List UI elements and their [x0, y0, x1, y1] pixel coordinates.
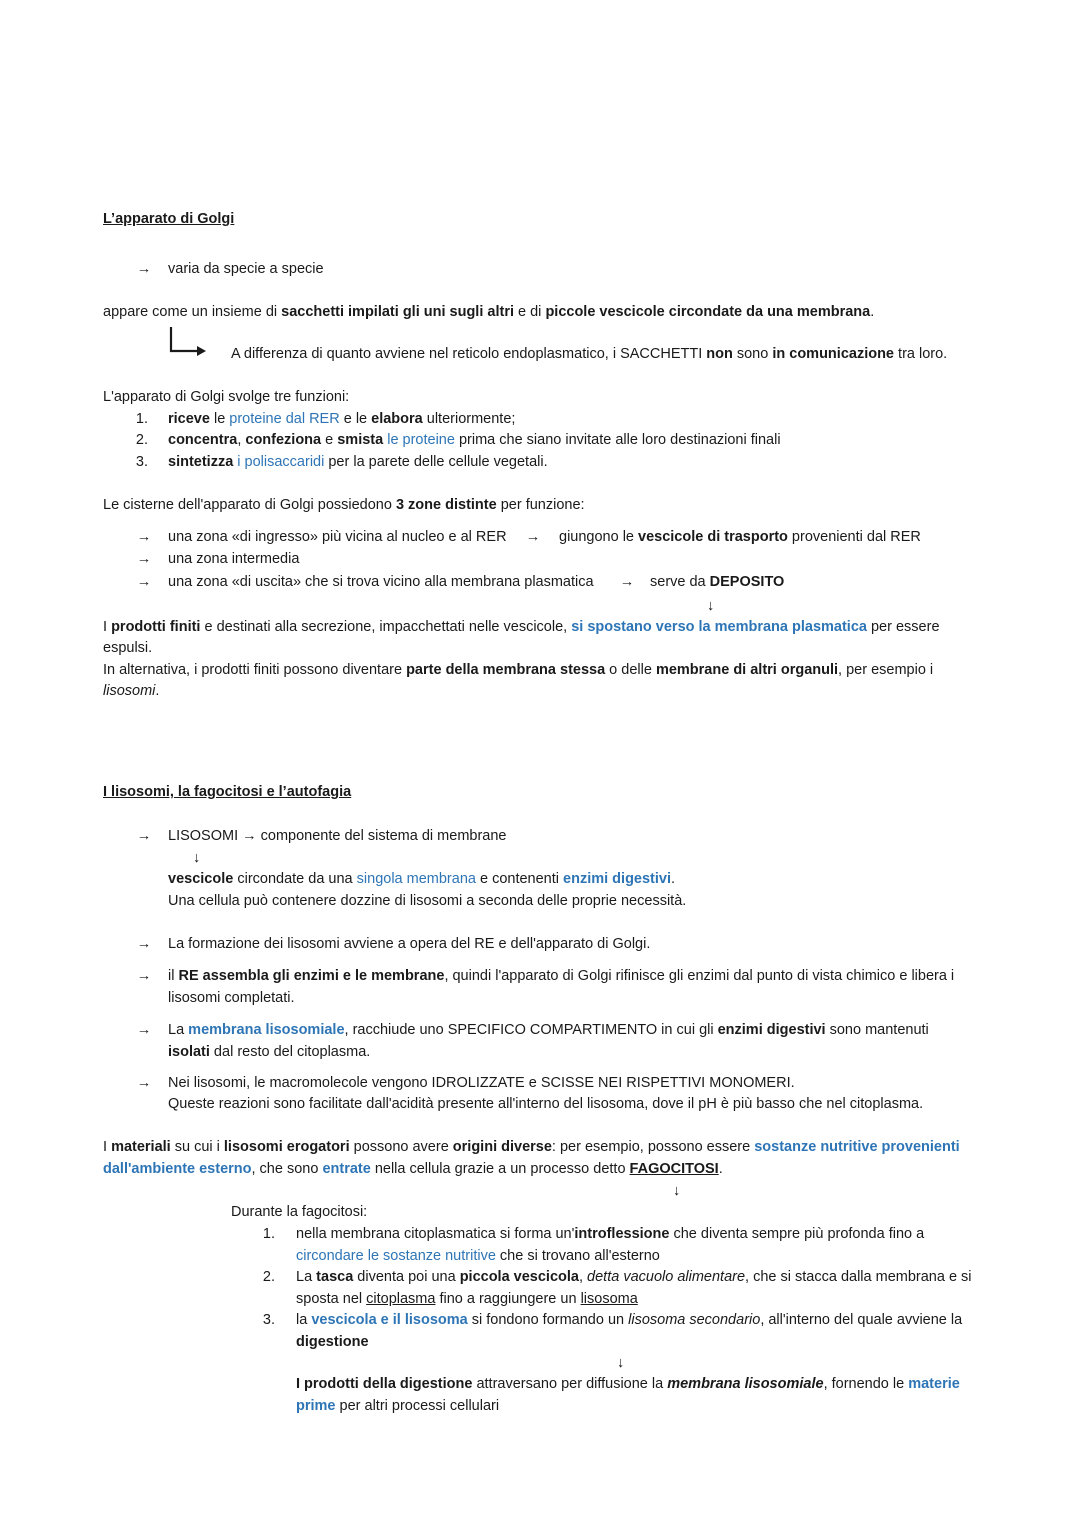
golgi-zone-intermediate: una zona intermedia: [168, 551, 300, 567]
list-number: 3.: [262, 1312, 275, 1328]
lysosomes-head: LISOSOMI → componente del sistema di membrane: [168, 828, 507, 844]
arrow-icon: →: [136, 261, 152, 277]
golgi-function-3: sintetizza i polisaccaridi per la parete delle cellule vegetali.: [168, 454, 548, 470]
arrow-icon: →: [136, 828, 152, 844]
arrow-icon: →: [136, 936, 152, 952]
list-number: 2.: [135, 432, 148, 448]
arrow-icon: →: [525, 529, 541, 545]
golgi-difference: A differenza di quanto avviene nel reticolo endoplasmatico, i SACCHETTI non sono in comunicazione tra loro.: [231, 346, 948, 362]
lysosomes-formation: La formazione dei lisosomi avviene a opera del RE e dell'apparato di Golgi.: [168, 936, 651, 952]
lysosomes-assembly: il RE assembla gli enzimi e le membrane, quindi l'apparato di Golgi rifinisce gli enzimi dal punto di vista chimico e libera i lisosomi completati.: [168, 968, 955, 1006]
down-arrow-icon: ↓: [707, 598, 715, 614]
arrow-icon: →: [136, 1022, 152, 1038]
lysosomes-vesicles: vescicole circondate da una singola membrana e contenenti enzimi digestivi.: [168, 871, 676, 887]
down-arrow-icon: ↓: [193, 850, 201, 866]
golgi-alternative: In alternativa, i prodotti finiti possono diventare parte della membrana stessa o delle membrane di altri organuli, per esempio i lisosomi.: [103, 662, 934, 699]
lysosomes-membrane: La membrana lisosomiale, racchiude uno SPECIFICO COMPARTIMENTO in cui gli enzimi digestivi sono mantenuti isolati dal resto del citoplasma.: [168, 1022, 929, 1060]
arrow-icon: →: [619, 574, 635, 590]
golgi-zone-exit-result: serve da DEPOSITO: [650, 574, 785, 590]
list-number: 3.: [135, 454, 148, 470]
golgi-function-2: concentra, confeziona e smista le proteine prima che siano invitate alle loro destinazioni finali: [168, 432, 781, 448]
golgi-functions-intro: L'apparato di Golgi svolge tre funzioni:: [103, 389, 350, 405]
phagocytosis-intro: Durante la fagocitosi:: [231, 1204, 368, 1220]
golgi-appears: appare come un insieme di sacchetti impilati gli uni sugli altri e di piccole vescicole circondate da una membrana.: [103, 304, 875, 320]
down-arrow-icon: ↓: [673, 1183, 681, 1199]
golgi-products: I prodotti finiti e destinati alla secrezione, impacchettati nelle vescicole, si spostano verso la membrana plasmatica per essere espulsi.: [103, 619, 940, 656]
digestion-products: I prodotti della digestione attraversano per diffusione la membrana lisosomiale, fornendo le materie prime per altri processi cellulari: [296, 1376, 960, 1414]
down-arrow-icon: ↓: [617, 1355, 625, 1371]
list-number: 1.: [135, 411, 148, 427]
phagocytosis-step-2: La tasca diventa poi una piccola vescicola, detta vacuolo alimentare, che si stacca dalla membrana e si sposta nel citoplasma fino a raggiungere un lisosoma: [296, 1269, 972, 1307]
list-number: 2.: [262, 1269, 275, 1285]
arrow-icon: →: [136, 551, 152, 567]
list-number: 1.: [262, 1226, 275, 1242]
golgi-zone-entry-result: giungono le vescicole di trasporto provenienti dal RER: [559, 529, 921, 545]
phagocytosis-step-3: la vescicola e il lisosoma si fondono formando un lisosoma secondario, all'interno del quale avviene la digestione: [296, 1312, 963, 1350]
arrow-icon: →: [136, 529, 152, 545]
golgi-varies: varia da specie a specie: [168, 261, 324, 277]
golgi-zone-exit: una zona «di uscita» che si trova vicino alla membrana plasmatica: [168, 574, 594, 590]
lysosomes-title: I lisosomi, la fagocitosi e l’autofagia: [103, 784, 352, 800]
golgi-function-1: riceve le proteine dal RER e le elabora ulteriormente;: [168, 411, 516, 427]
arrow-icon: →: [136, 968, 152, 984]
lysosomes-hydrolysis: Nei lisosomi, le macromolecole vengono IDROLIZZATE e SCISSE NEI RISPETTIVI MONOMERI.: [168, 1075, 795, 1091]
arrow-icon: →: [136, 1075, 152, 1091]
lysosomes-acidity: Queste reazioni sono facilitate dall'acidità presente all'interno del lisosoma, dove il pH è più basso che nel citoplasma.: [168, 1096, 924, 1112]
phagocytosis-step-1: nella membrana citoplasmatica si forma un'introflessione che diventa sempre più profonda fino a circondare le sostanze nutritive che si trovano all'esterno: [296, 1226, 925, 1264]
lysosomes-dozens: Una cellula può contenere dozzine di lisosomi a seconda delle proprie necessità.: [168, 893, 687, 909]
golgi-zones-intro: Le cisterne dell'apparato di Golgi possiedono 3 zone distinte per funzione:: [103, 497, 585, 513]
golgi-title: L’apparato di Golgi: [103, 211, 235, 227]
lysosomes-materials: I materiali su cui i lisosomi erogatori possono avere origini diverse: per esempio, possono essere sostanze nutritive provenienti dall'ambiente esterno, che sono entrate nella cellula grazie a un processo detto FAGOCITOSI.: [103, 1139, 960, 1177]
golgi-zone-entry: una zona «di ingresso» più vicina al nucleo e al RER: [168, 529, 507, 545]
corner-arrow-icon: [168, 325, 210, 357]
arrow-icon: →: [136, 574, 152, 590]
